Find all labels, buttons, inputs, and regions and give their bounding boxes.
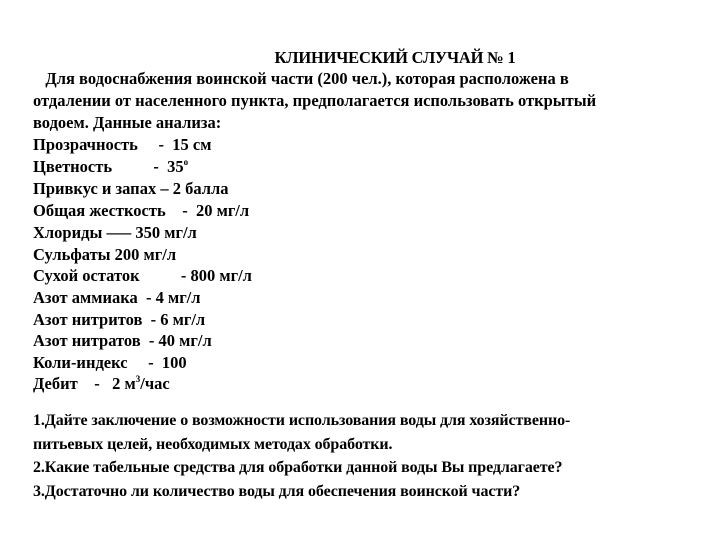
- analysis-label: Привкус и запах – 2 балла: [33, 179, 229, 198]
- analysis-label: Прозрачность - 15 см: [33, 135, 212, 154]
- analysis-label: Дебит - 2 м: [33, 374, 136, 393]
- page-title: КЛИНИЧЕСКИЙ СЛУЧАЙ № 1: [274, 48, 516, 67]
- intro-line-3: водоем. Данные анализа:: [33, 113, 222, 132]
- analysis-chlorides: [33, 223, 197, 243]
- question-1-line-2: питьевых целей, необходимых методах обработки.: [33, 436, 393, 453]
- analysis-label: Хлориды ––– 350 мг/л: [33, 223, 197, 242]
- question-2: 2.Какие табельные средства для обработки данной воды Вы предлагаете?: [33, 459, 563, 476]
- analysis-color: [33, 157, 188, 177]
- analysis-sulfates: [33, 245, 176, 265]
- analysis-label: Цветность - 35: [33, 157, 184, 176]
- analysis-label: Азот нитритов - 6 мг/л: [33, 310, 206, 329]
- analysis-suffix: /час: [140, 374, 170, 393]
- analysis-dry-residue: [33, 266, 252, 286]
- analysis-transparency: [33, 135, 211, 155]
- analysis-nitrate-nitrogen: [33, 331, 212, 351]
- analysis-label: Сульфаты 200 мг/л: [33, 245, 177, 264]
- question-3: 3.Достаточно ли количество воды для обеспечения воинской части?: [33, 483, 521, 500]
- analysis-label: Азот аммиака - 4 мг/л: [33, 288, 201, 307]
- analysis-debit: [33, 374, 170, 394]
- analysis-taste-smell: [33, 179, 228, 199]
- intro-line-2: отдалении от населенного пункта, предполагается использовать открытый: [33, 91, 597, 110]
- degree-sup: о: [183, 157, 189, 167]
- cubic-sup: 3: [135, 374, 141, 384]
- analysis-nitrite-nitrogen: [33, 310, 205, 330]
- question-1-line-1: 1.Дайте заключение о возможности использования воды для хозяйственно-: [33, 412, 571, 429]
- analysis-coli-index: [33, 353, 187, 373]
- analysis-label: Сухой остаток - 800 мг/л: [33, 266, 252, 285]
- analysis-label: Общая жесткость - 20 мг/л: [33, 201, 250, 220]
- analysis-label: Азот нитратов - 40 мг/л: [33, 331, 212, 350]
- analysis-ammonia-nitrogen: [33, 288, 201, 308]
- intro-line-1: Для водоснабжения воинской части (200 чел.), которая расположена в: [33, 69, 569, 88]
- analysis-hardness: [33, 201, 249, 221]
- analysis-label: Коли-индекс - 100: [33, 353, 187, 372]
